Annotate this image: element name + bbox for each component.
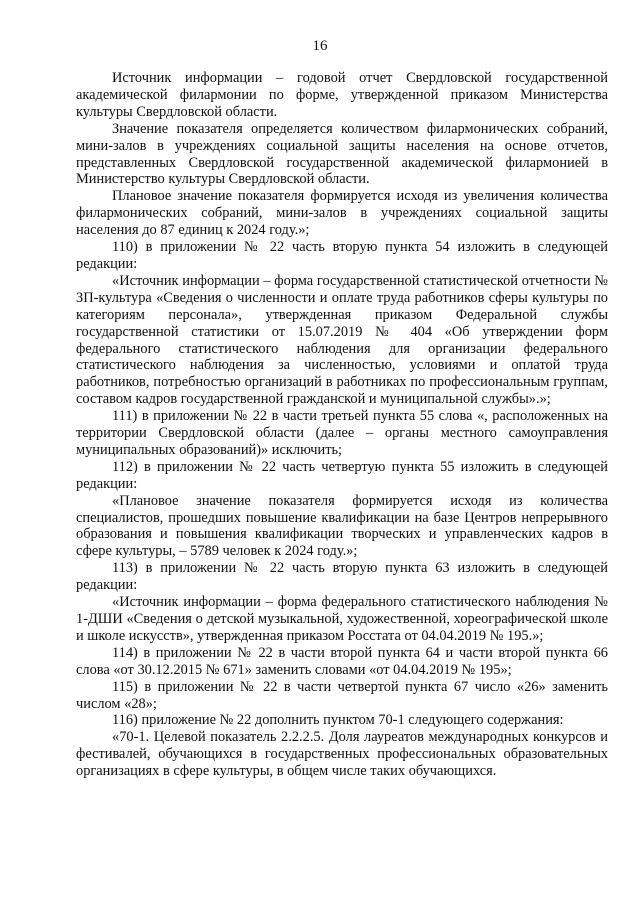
- paragraph: 111) в приложении № 22 в части третьей пункта 55 слова «, расположенных на территории Свердловской области (далее – органы местного самоуправления муниципальных образований)» исключить;: [76, 408, 608, 458]
- paragraph: Значение показателя определяется количеством филармонических собраний, мини-залов в учреждениях социальной защиты населения на основе отчетов, представленных Свердловской государственной академической филармонией в Министерство культуры Свердловской области.: [76, 120, 608, 188]
- paragraph: «Источник информации – форма государственной статистической отчетности № ЗП-культура «Сведения о численности и оплате труда работников сферы культуры по категориям персонала», утвержденная приказом Федеральной службы государственной статистики от 15.07.2019 № 404 «Об утверждении форм федерального статистического наблюдения для организации федерального статистического наблюдения за численностью, условиями и оплатой труда работников, потребностью организаций в работниках по профессиональным группам, составом кадров государственной гражданской и муниципальной службы».»;: [76, 272, 608, 408]
- paragraph: 110) в приложении № 22 часть вторую пункта 54 изложить в следующей редакции:: [76, 239, 608, 272]
- paragraph: Плановое значение показателя формируется исходя из увеличения количества филармонических собраний, мини-залов в учреждениях социальной защиты населения до 87 единиц к 2024 году.»;: [76, 188, 608, 239]
- paragraph: «Плановое значение показателя формируется исходя из количества специалистов, прошедших повышение квалификации на базе Центров непрерывного образования и повышения квалификации творческих и управленческих кадров в сфере культуры, – 5789 человек к 2024 году.»;: [76, 492, 608, 560]
- document-body: [76, 70, 608, 780]
- paragraph: Источник информации – годовой отчет Свердловской государственной академической филармонии по форме, утвержденной приказом Министерства культуры Свердловской области.: [76, 70, 608, 120]
- paragraph: «70-1. Целевой показатель 2.2.2.5. Доля лауреатов международных конкурсов и фестивалей, обучающихся в государственных профессиональных образовательных организациях в сфере культуры, в общем числе таких обучающихся.: [76, 729, 608, 780]
- paragraph: 116) приложение № 22 дополнить пунктом 70-1 следующего содержания:: [112, 712, 564, 729]
- paragraph: «Источник информации – форма федерального статистического наблюдения № 1-ДШИ «Сведения о детской музыкальной, художественной, хореографической школе и школе искусств», утвержденная приказом Росстата от 04.04.2019 № 195.»;: [76, 594, 608, 644]
- page-number: 16: [312, 38, 328, 54]
- paragraph: 112) в приложении № 22 часть четвертую пункта 55 изложить в следующей редакции:: [76, 458, 608, 492]
- paragraph: 115) в приложении № 22 в части четвертой пункта 67 число «26» заменить числом «28»;: [76, 678, 608, 712]
- paragraph: 114) в приложении № 22 в части второй пункта 64 и части второй пункта 66 слова «от 30.12.2015 № 671» заменить словами «от 04.04.2019 № 195»;: [76, 644, 608, 678]
- paragraph: 113) в приложении № 22 часть вторую пункта 63 изложить в следующей редакции:: [76, 560, 608, 594]
